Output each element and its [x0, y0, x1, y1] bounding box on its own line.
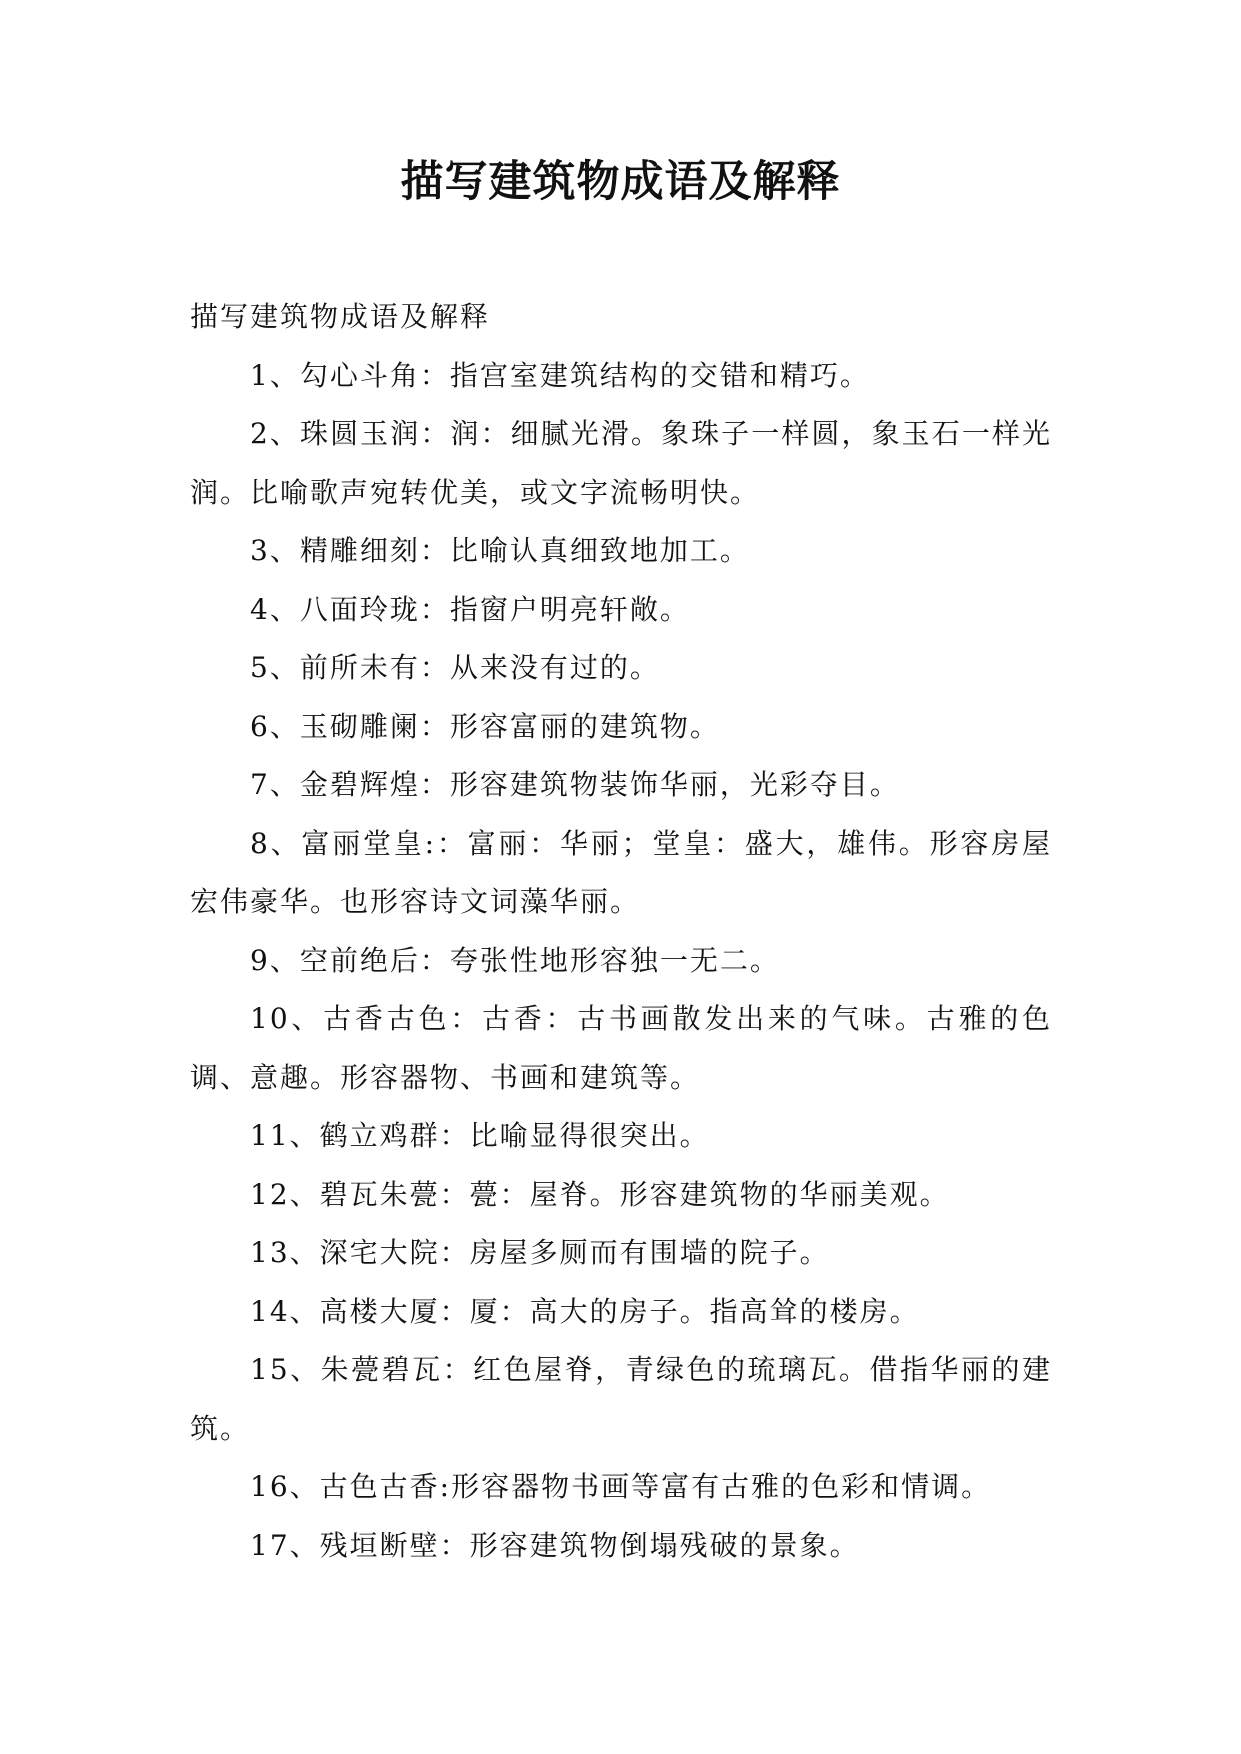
idiom-paragraph-13: 13、深宅大院：房屋多厕而有围墙的院子。 — [250, 1236, 830, 1269]
idiom-paragraph-7: 7、金碧辉煌：形容建筑物装饰华丽，光彩夺目。 — [250, 768, 900, 801]
idiom-paragraph-3: 3、精雕细刻：比喻认真细致地加工。 — [250, 534, 750, 567]
idiom-paragraph-16: 16、古色古香:形容器物书画等富有古雅的色彩和情调。 — [250, 1470, 992, 1503]
document-body — [190, 288, 1052, 1575]
idiom-paragraph-2: 2、珠圆玉润：润：细腻光滑。象珠子一样圆，象玉石一样光润。比喻歌声宛转优美，或文字流畅明快。 — [190, 417, 1052, 509]
idiom-paragraph-10: 10、古香古色：古香：古书画散发出来的气味。古雅的色调、意趣。形容器物、书画和建筑等。 — [190, 1002, 1052, 1094]
idiom-paragraph-9: 9、空前绝后：夸张性地形容独一无二。 — [250, 943, 780, 977]
idiom-paragraph-8: 8、富丽堂皇:：富丽：华丽；堂皇：盛大，雄伟。形容房屋宏伟豪华。也形容诗文词藻华丽。 — [190, 826, 1052, 918]
idiom-paragraph-1: 1、勾心斗角：指宫室建筑结构的交错和精巧。 — [250, 358, 870, 392]
idiom-paragraph-17: 17、残垣断壁：形容建筑物倒塌残破的景象。 — [250, 1528, 860, 1562]
idiom-paragraph-4: 4、八面玲珑：指窗户明亮轩敞。 — [250, 592, 690, 626]
idiom-paragraph-15: 15、朱甍碧瓦：红色屋脊，青绿色的琉璃瓦。借指华丽的建筑。 — [190, 1353, 1052, 1445]
document-subtitle: 描写建筑物成语及解释 — [190, 300, 491, 333]
idiom-paragraph-5: 5、前所未有：从来没有过的。 — [250, 651, 660, 684]
idiom-paragraph-6: 6、玉砌雕阑：形容富丽的建筑物。 — [250, 709, 720, 743]
idiom-paragraph-11: 11、鹤立鸡群：比喻显得很突出。 — [250, 1119, 710, 1152]
document-title: 描写建筑物成语及解释 — [400, 157, 841, 207]
idiom-paragraph-12: 12、碧瓦朱甍：甍：屋脊。形容建筑物的华丽美观。 — [250, 1177, 950, 1211]
idiom-paragraph-14: 14、高楼大厦：厦：高大的房子。指高耸的楼房。 — [250, 1294, 920, 1328]
